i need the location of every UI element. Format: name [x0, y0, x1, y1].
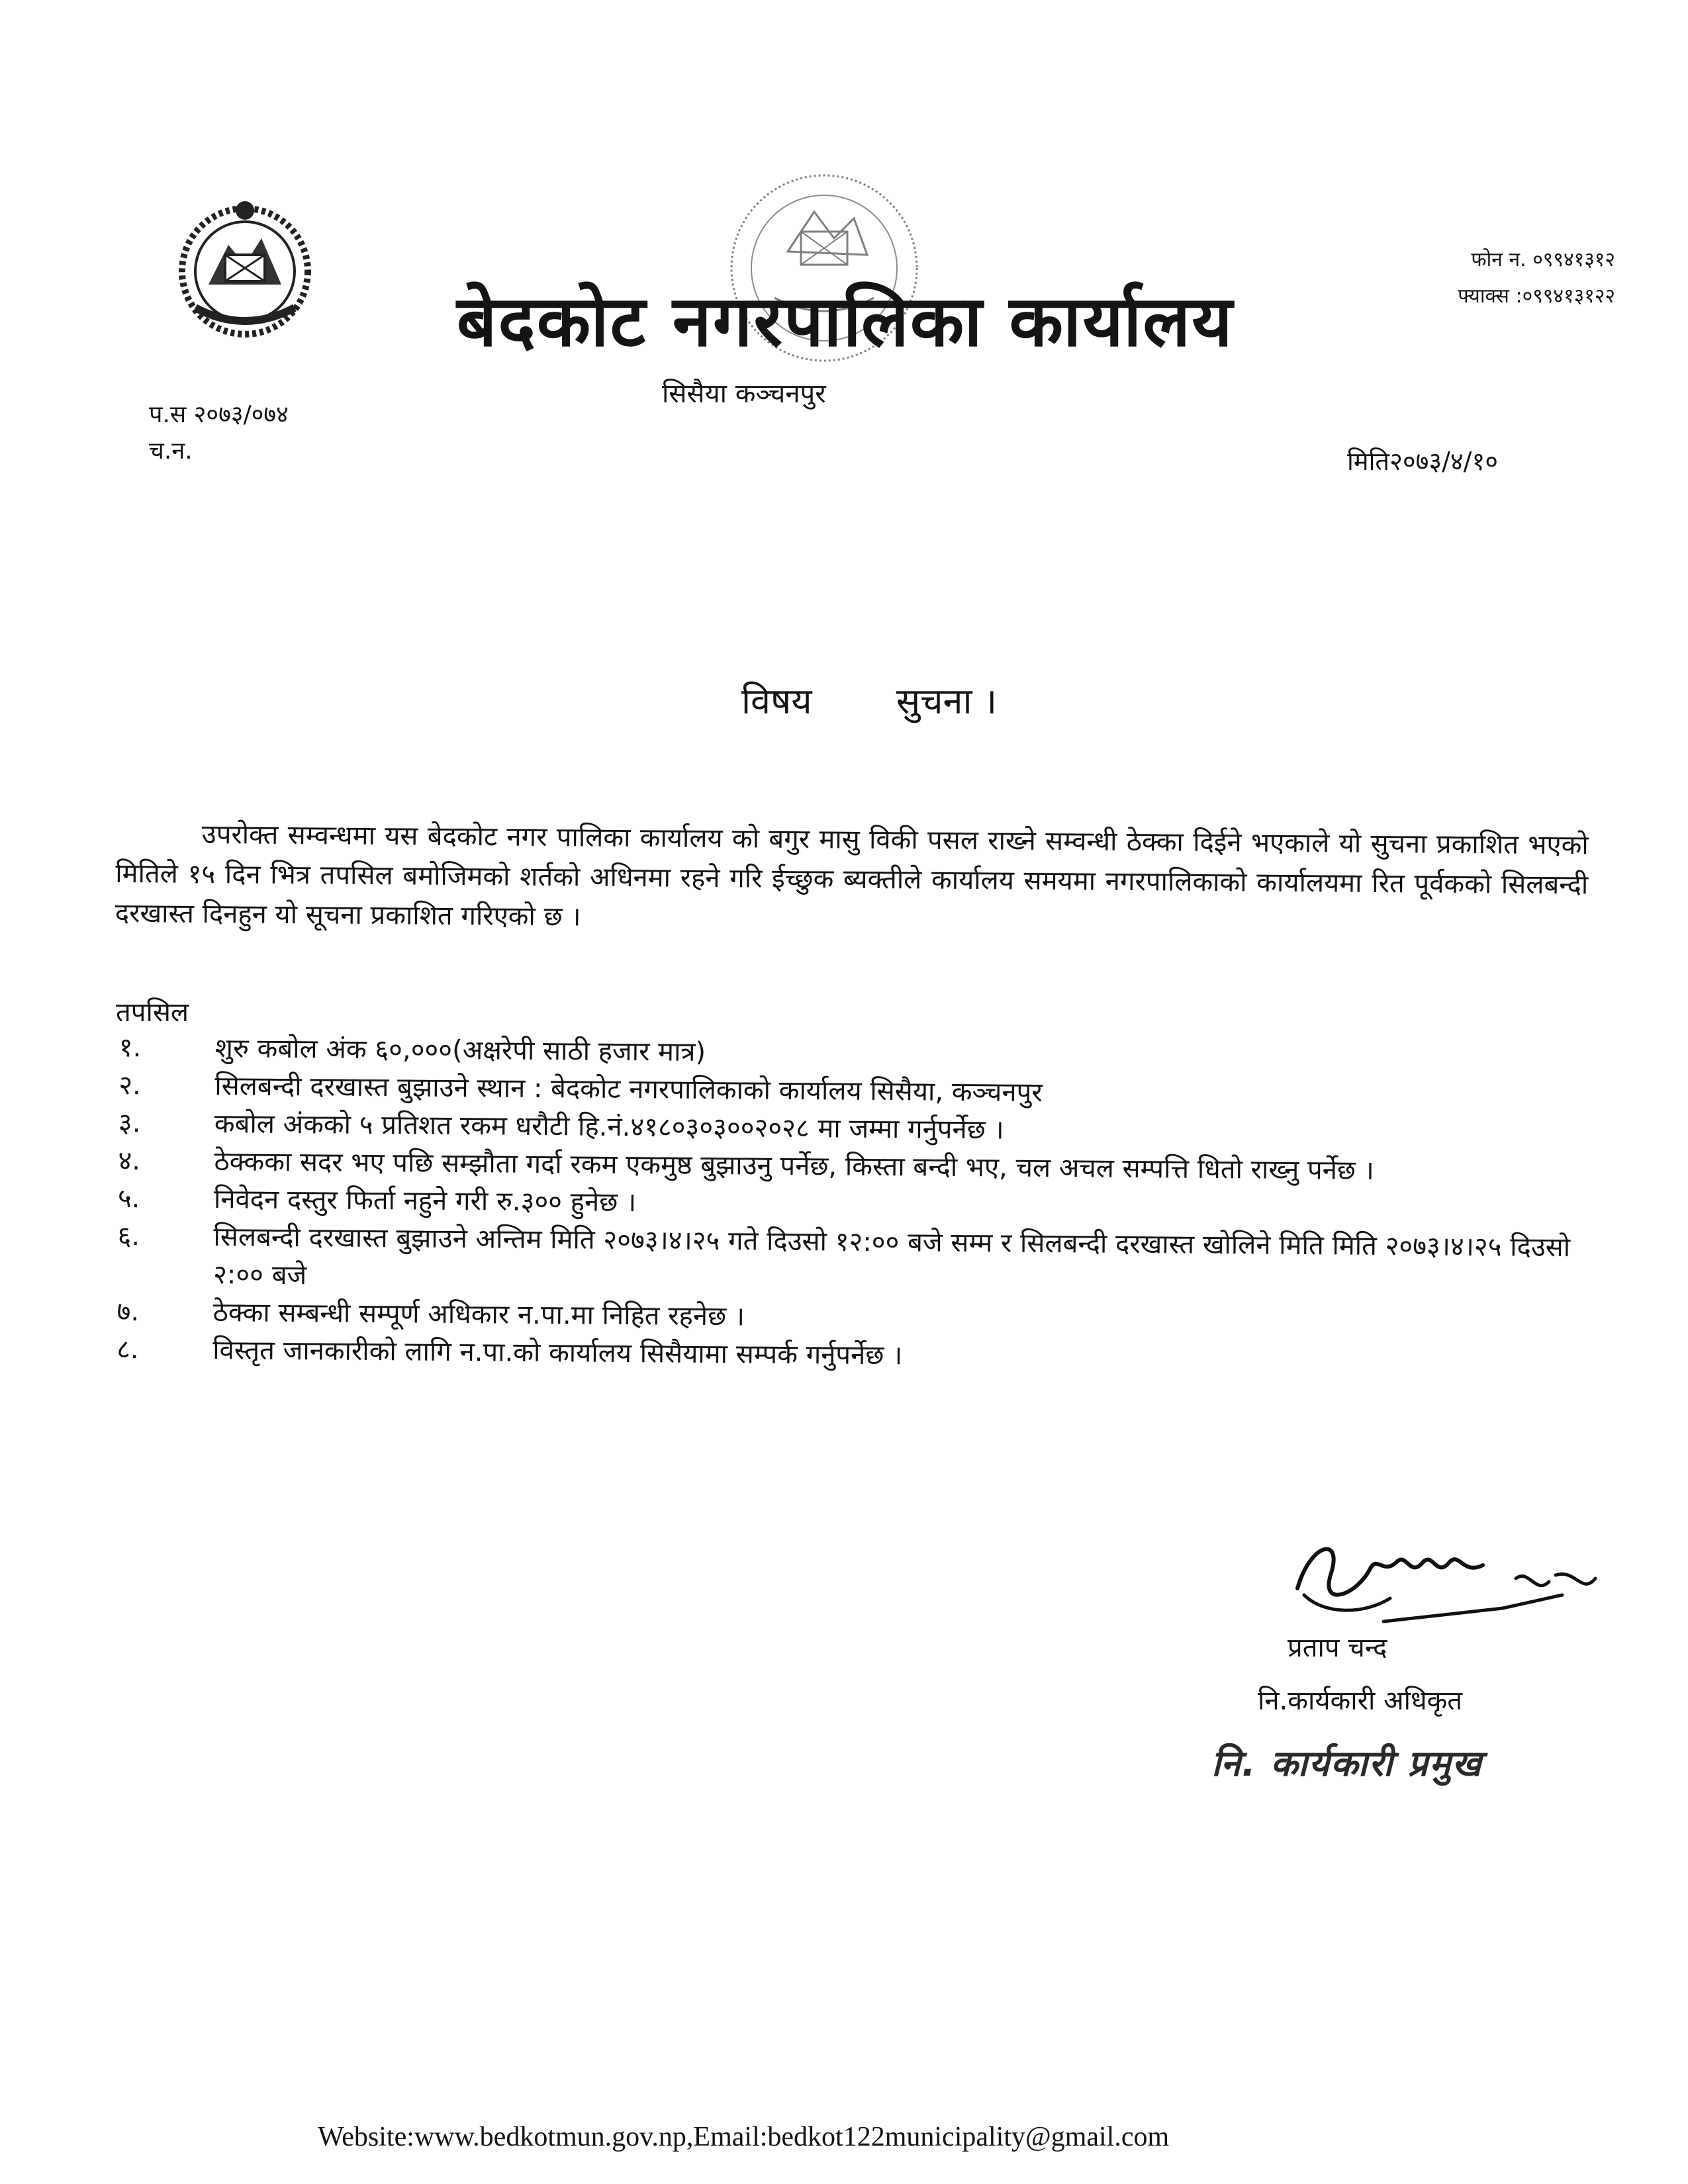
item-number: २.	[118, 1069, 142, 1101]
signatory-title: नि.कार्यकारी अधिकृत	[1258, 1686, 1463, 1716]
fax-number: फ्याक्स :०९९४१३१२२	[1458, 285, 1615, 308]
footer-contact: Website:www.bedkotmun.gov.np,Email:bedkot122municipality@gmail.com	[318, 2122, 1170, 2152]
item-number: ३.	[118, 1107, 141, 1139]
phone-number: फोन न. ०९९४१३१२	[1471, 248, 1615, 271]
office-address: सिसैया कञ्चनपुर	[662, 379, 826, 409]
item-text: सिलबन्दी दरखास्त बुझाउने स्थान : बेदकोट नगरपालिकाको कार्यालय सिसैया, कञ्चनपुर	[214, 1071, 1043, 1108]
item-number: १.	[118, 1032, 142, 1064]
item-text: सिलबन्दी दरखास्त बुझाउने अन्तिम मिति २०७३।४।२५ गते दिउसो १२:०० बजे सम्म र सिलबन्दी दरखास्त खोलिने मिति मिति २०७३।४।२५ दिउसो २:०० बजे	[212, 1222, 1571, 1291]
office-title: बेदकोट नगरपालिका कार्यालय	[457, 281, 1234, 362]
subject-label: विषय	[741, 680, 812, 722]
item-number: ६.	[117, 1220, 140, 1252]
item-number: ४.	[118, 1145, 141, 1177]
signatory-name: प्रताप चन्द	[1288, 1633, 1387, 1663]
item-text: ठेक्का सम्बन्धी सम्पूर्ण अधिकार न.पा.मा निहित रहनेछ ।	[212, 1297, 745, 1332]
letter-date: मिति२०७३/४/१०	[1347, 447, 1498, 476]
item-text: निवेदन दस्तुर फिर्ता नहुने गरी रु.३०० हुनेछ ।	[213, 1184, 637, 1218]
list-item	[117, 1218, 1574, 1304]
schedule-heading: तपसिल	[116, 997, 189, 1028]
letter-reference-number: प.स २०७३/०७४	[149, 401, 289, 428]
subject-line	[741, 675, 997, 724]
item-text: कबोल अंकको ५ प्रतिशत रकम धरौटी हि.नं.४१८०३०३००२०२८ मा जम्मा गर्नुपर्नेछ ।	[214, 1109, 1004, 1146]
schedule-list	[117, 1029, 1575, 1380]
item-number: ८.	[117, 1334, 139, 1365]
designation-stamp: नि. कार्यकारी प्रमुख	[1211, 1743, 1483, 1784]
nepal-emblem-icon	[169, 192, 321, 344]
item-text: ठेक्कका सदर भए पछि सम्झौता गर्दा रकम एकमुष्ठ बुझाउनु पर्नेछ, किस्ता बन्दी भए, चल अचल सम्पत्ति धितो राख्नु पर्नेछ ।	[214, 1146, 1374, 1186]
item-number: ५.	[117, 1183, 140, 1214]
dispatch-number: च.न.	[149, 437, 193, 465]
item-text: विस्तृत जानकारीको लागि न.पा.को कार्यालय सिसैयामा सम्पर्क गर्नुपर्नेछ ।	[212, 1335, 903, 1371]
notice-paragraph: उपरोक्त सम्वन्धमा यस बेदकोट नगर पालिका कार्यालय को बगुर मासु विकी पसल राख्ने सम्वन्धी ठेक्का दिईने भएकाले यो सुचना प्रकाशित भएको मितिले १५ दिन भित्र तपसिल बमोजिमको शर्तको अधिनमा रहने गरि ईच्छुक ब्यक्तीले कार्यालय समयमा नगरपालिकाको कार्यालयमा रित पूर्वकको सिलबन्दी दरखास्त दिनहुन यो सूचना प्रकाशित गरिएको छ ।	[115, 819, 1589, 933]
subject-value: सुचना ।	[896, 680, 998, 722]
item-number: ७.	[117, 1296, 140, 1328]
item-text: शुरु कबोल अंक ६०,०००(अक्षरेपी साठी हजार मात्र)	[214, 1033, 706, 1068]
